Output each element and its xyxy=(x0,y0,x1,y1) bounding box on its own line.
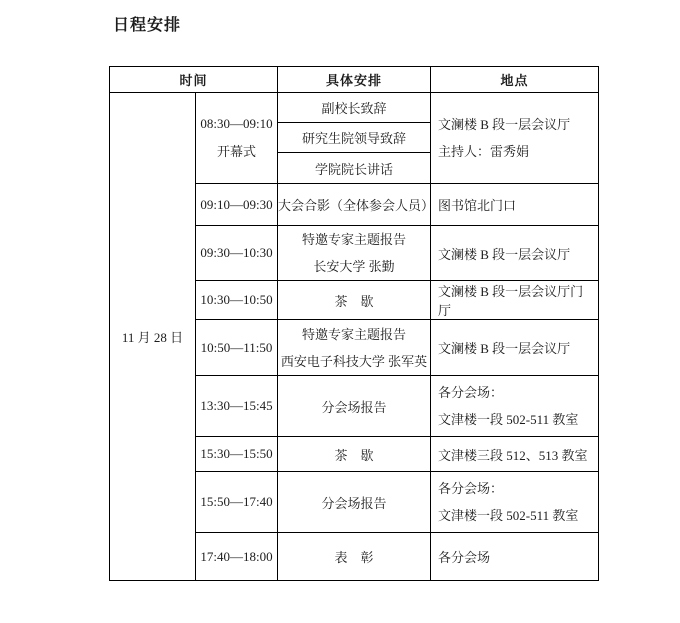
time-cell: 15:50—17:40 xyxy=(196,472,278,533)
opening-time-cell xyxy=(196,93,278,184)
location-cell: 文澜楼 B 段一层会议厅门厅 xyxy=(431,281,599,320)
column-header-location: 地点 xyxy=(431,67,599,93)
keynote-title: 特邀专家主题报告 xyxy=(302,232,407,247)
opening-location-host: 主持人：雷秀娟 xyxy=(438,144,530,159)
detail-cell: 表 彰 xyxy=(278,533,431,581)
detail-cell: 分会场报告 xyxy=(278,376,431,437)
location-cell xyxy=(431,376,599,437)
opening-item-3: 学院院长讲话 xyxy=(278,153,431,184)
location-cell: 文澜楼 B 段一层会议厅 xyxy=(431,320,599,376)
opening-session-label: 开幕式 xyxy=(217,144,257,159)
table-row-opening-1 xyxy=(110,93,599,123)
location-cell: 文津楼三段 512、513 教室 xyxy=(431,437,599,472)
opening-item-1: 副校长致辞 xyxy=(278,93,431,123)
detail-cell: 分会场报告 xyxy=(278,472,431,533)
opening-time: 08:30—09:10 xyxy=(200,116,273,131)
opening-item-2: 研究生院领导致辞 xyxy=(278,123,431,153)
time-cell: 10:30—10:50 xyxy=(196,281,278,320)
time-cell: 17:40—18:00 xyxy=(196,533,278,581)
page-title: 日程安排 xyxy=(113,17,182,34)
time-cell: 13:30—15:45 xyxy=(196,376,278,437)
time-cell: 15:30—15:50 xyxy=(196,437,278,472)
column-header-details: 具体安排 xyxy=(278,67,431,93)
detail-cell: 茶 歇 xyxy=(278,281,431,320)
keynote-title: 特邀专家主题报告 xyxy=(302,326,407,342)
location-line-2: 文津楼一段 502-511 教室 xyxy=(438,412,579,427)
detail-cell xyxy=(278,320,431,376)
detail-cell: 茶 歇 xyxy=(278,437,431,472)
keynote-speaker: 长安大学 张勤 xyxy=(313,259,395,274)
location-cell: 图书馆北门口 xyxy=(431,184,599,226)
opening-location-cell xyxy=(431,93,599,184)
detail-cell xyxy=(278,226,431,281)
table-header-row xyxy=(110,67,599,93)
location-line-2: 文津楼一段 502-511 教室 xyxy=(438,508,579,523)
schedule-table xyxy=(109,66,599,581)
date-cell: 11 月 28 日 xyxy=(110,93,196,581)
location-line-1: 各分会场： xyxy=(438,481,504,496)
detail-cell: 大会合影（全体参会人员） xyxy=(278,184,431,226)
time-cell: 10:50—11:50 xyxy=(196,320,278,376)
opening-location-venue: 文澜楼 B 段一层会议厅 xyxy=(438,117,571,132)
keynote-speaker: 西安电子科技大学 张军英 xyxy=(280,353,428,369)
location-line-1: 各分会场： xyxy=(438,385,504,400)
location-cell: 文澜楼 B 段一层会议厅 xyxy=(431,226,599,281)
column-header-time: 时间 xyxy=(110,67,278,93)
time-cell: 09:10—09:30 xyxy=(196,184,278,226)
time-cell: 09:30—10:30 xyxy=(196,226,278,281)
location-cell: 各分会场 xyxy=(431,533,599,581)
location-cell xyxy=(431,472,599,533)
